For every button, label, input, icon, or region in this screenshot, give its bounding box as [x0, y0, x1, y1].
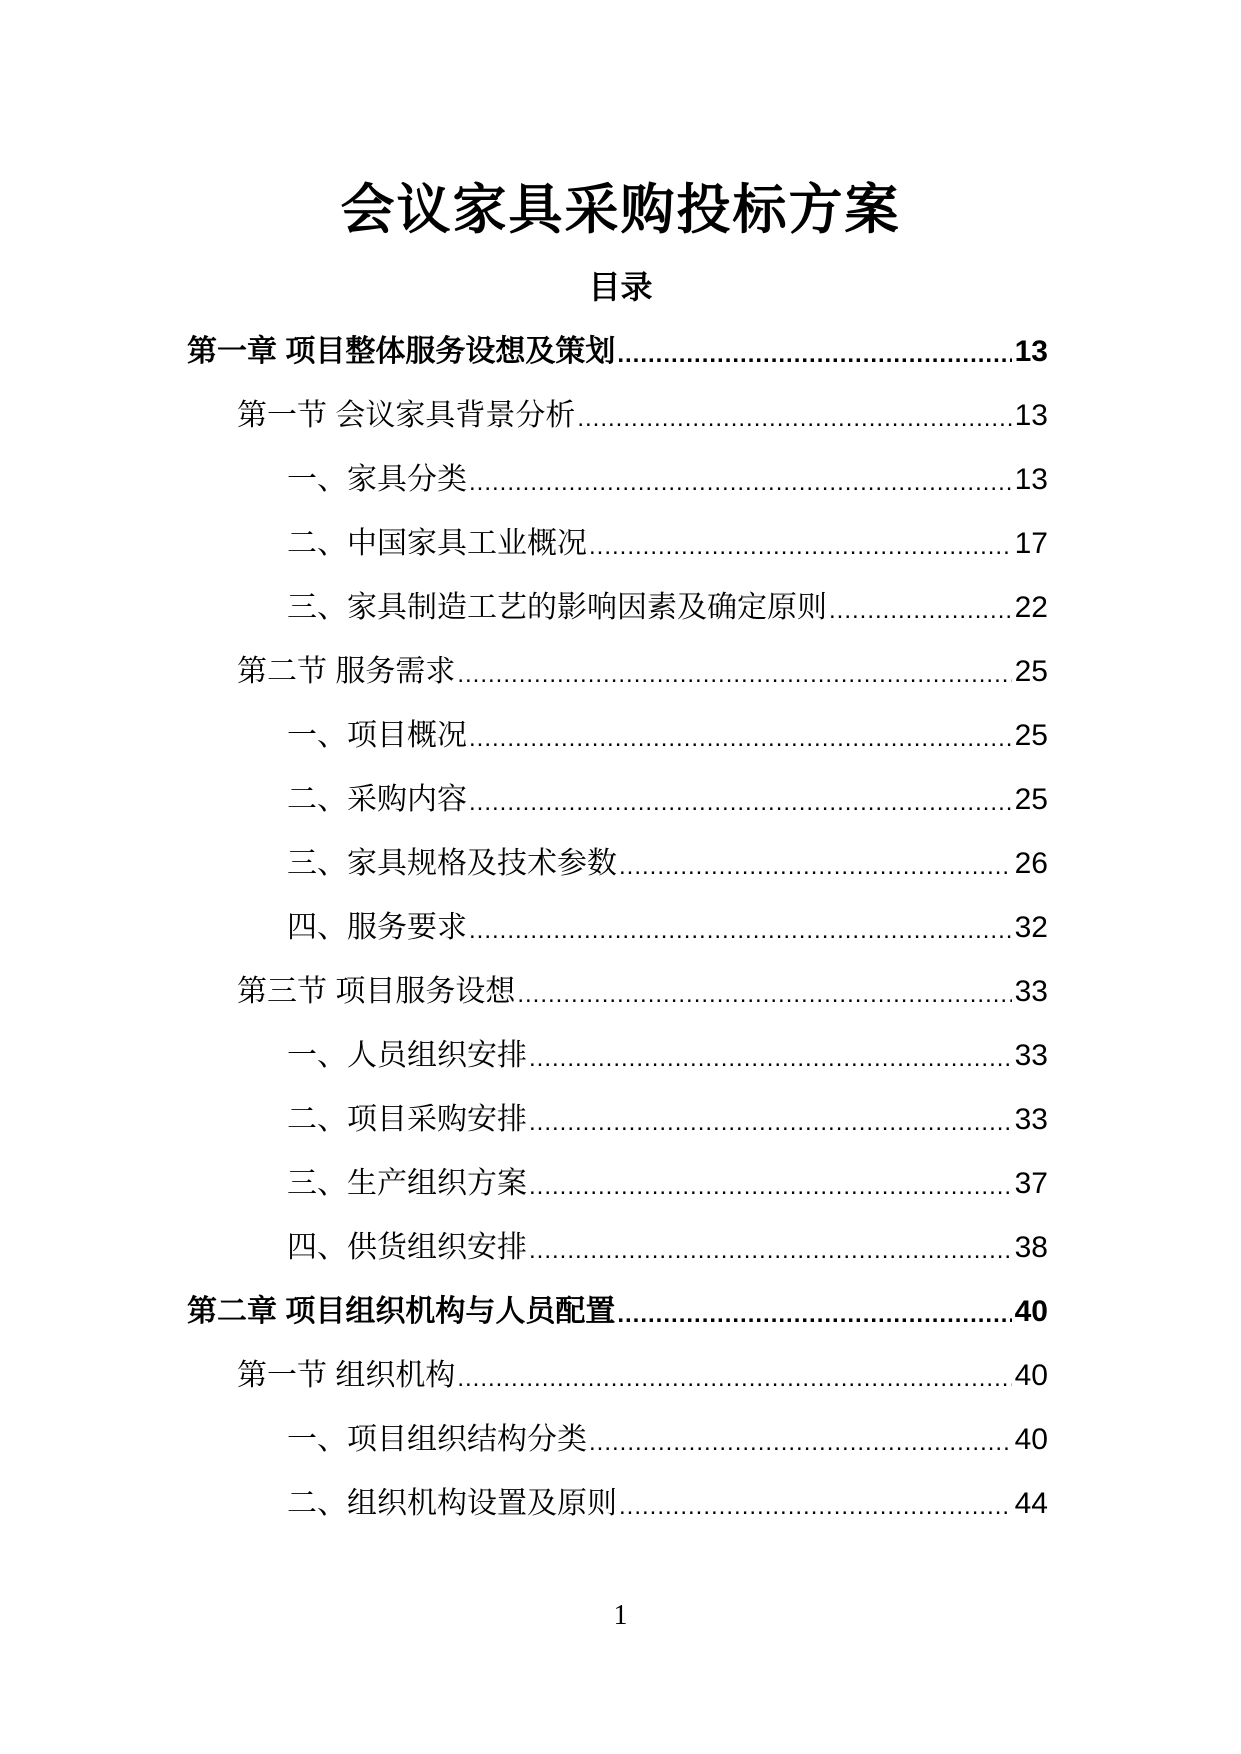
toc-entry-page: 13 [1014, 463, 1048, 496]
toc-dot-leader [469, 912, 1012, 950]
toc-dot-leader [589, 1424, 1012, 1462]
toc-entry[interactable] [287, 522, 1048, 566]
toc-entry-page: 25 [1014, 719, 1048, 752]
toc-entry-page: 40 [1014, 1295, 1048, 1328]
toc-entry-page: 32 [1014, 911, 1048, 944]
toc-entry-page: 25 [1014, 783, 1048, 816]
toc-entry[interactable] [237, 394, 1048, 438]
toc-entry-page: 37 [1014, 1167, 1048, 1200]
toc-entry-title: 二、采购内容 [287, 783, 467, 816]
toc-entry[interactable] [287, 1098, 1048, 1142]
toc-entry-page: 33 [1014, 1039, 1048, 1072]
toc-dot-leader [457, 1360, 1012, 1398]
toc-entry[interactable] [237, 650, 1048, 694]
toc-dot-leader [529, 1104, 1012, 1142]
toc-dot-leader [617, 336, 1012, 374]
toc-entry[interactable] [287, 842, 1048, 886]
toc-entry[interactable] [187, 330, 1048, 374]
toc-dot-leader [619, 1488, 1012, 1526]
toc-entry-title: 第一节 会议家具背景分析 [237, 399, 576, 432]
toc-entry-title: 第二章 项目组织机构与人员配置 [187, 1295, 616, 1328]
toc-dot-leader [829, 592, 1012, 630]
toc-entry[interactable] [287, 714, 1048, 758]
toc-entry[interactable] [287, 458, 1048, 502]
toc-dot-leader [469, 720, 1012, 758]
toc-entry-title: 一、项目组织结构分类 [287, 1423, 587, 1456]
toc-entry-title: 第二节 服务需求 [237, 655, 456, 688]
toc-entry-title: 三、家具规格及技术参数 [287, 847, 617, 880]
toc-entry[interactable] [237, 970, 1048, 1014]
toc-entry-title: 第一章 项目整体服务设想及策划 [187, 335, 616, 368]
toc-entry-title: 第三节 项目服务设想 [237, 975, 516, 1008]
toc-entry-title: 三、家具制造工艺的影响因素及确定原则 [287, 591, 827, 624]
toc-entry-page: 25 [1014, 655, 1048, 688]
toc-dot-leader [529, 1168, 1012, 1206]
toc-entry-page: 44 [1014, 1487, 1048, 1520]
toc-entry-page: 40 [1014, 1359, 1048, 1392]
toc-entry-page: 22 [1014, 591, 1048, 624]
toc-entry-page: 38 [1014, 1231, 1048, 1264]
toc-entry-title: 一、家具分类 [287, 463, 467, 496]
toc-entry-page: 40 [1014, 1423, 1048, 1456]
toc-entry[interactable] [287, 778, 1048, 822]
toc-entry-page: 33 [1014, 1103, 1048, 1136]
toc-entry-page: 13 [1014, 335, 1048, 368]
toc-dot-leader [469, 464, 1012, 502]
toc-dot-leader [619, 848, 1012, 886]
toc-entry-title: 二、项目采购安排 [287, 1103, 527, 1136]
toc-entry-page: 17 [1014, 527, 1048, 560]
toc-entry-page: 13 [1014, 399, 1048, 432]
toc-entry-page: 26 [1014, 847, 1048, 880]
toc-entry[interactable] [287, 1034, 1048, 1078]
toc-dot-leader [589, 528, 1012, 566]
toc-entry-title: 四、供货组织安排 [287, 1231, 527, 1264]
page-number: 1 [613, 1600, 628, 1631]
toc-entry[interactable] [287, 1418, 1048, 1462]
toc-entry-title: 一、项目概况 [287, 719, 467, 752]
toc-dot-leader [469, 784, 1012, 822]
toc-entry-title: 第一节 组织机构 [237, 1359, 456, 1392]
toc-entry[interactable] [287, 1482, 1048, 1526]
toc-entry[interactable] [287, 1226, 1048, 1270]
toc-entry[interactable] [287, 906, 1048, 950]
toc-entry-page: 33 [1014, 975, 1048, 1008]
toc-dot-leader [529, 1232, 1012, 1270]
toc-entry[interactable] [287, 1162, 1048, 1206]
toc-heading: 目录 [588, 269, 653, 305]
toc-entry-title: 四、服务要求 [287, 911, 467, 944]
toc-dot-leader [529, 1040, 1012, 1078]
toc-entry-title: 二、组织机构设置及原则 [287, 1487, 617, 1520]
toc-entry-title: 一、人员组织安排 [287, 1039, 527, 1072]
toc-entry[interactable] [287, 586, 1048, 630]
toc-dot-leader [517, 976, 1012, 1014]
toc-dot-leader [457, 656, 1012, 694]
toc-dot-leader [577, 400, 1012, 438]
toc-entry-title: 二、中国家具工业概况 [287, 527, 587, 560]
toc-entry[interactable] [187, 1290, 1048, 1334]
toc-entry[interactable] [237, 1354, 1048, 1398]
toc-dot-leader [617, 1296, 1012, 1334]
document-title: 会议家具采购投标方案 [340, 180, 901, 240]
toc-entry-title: 三、生产组织方案 [287, 1167, 527, 1200]
